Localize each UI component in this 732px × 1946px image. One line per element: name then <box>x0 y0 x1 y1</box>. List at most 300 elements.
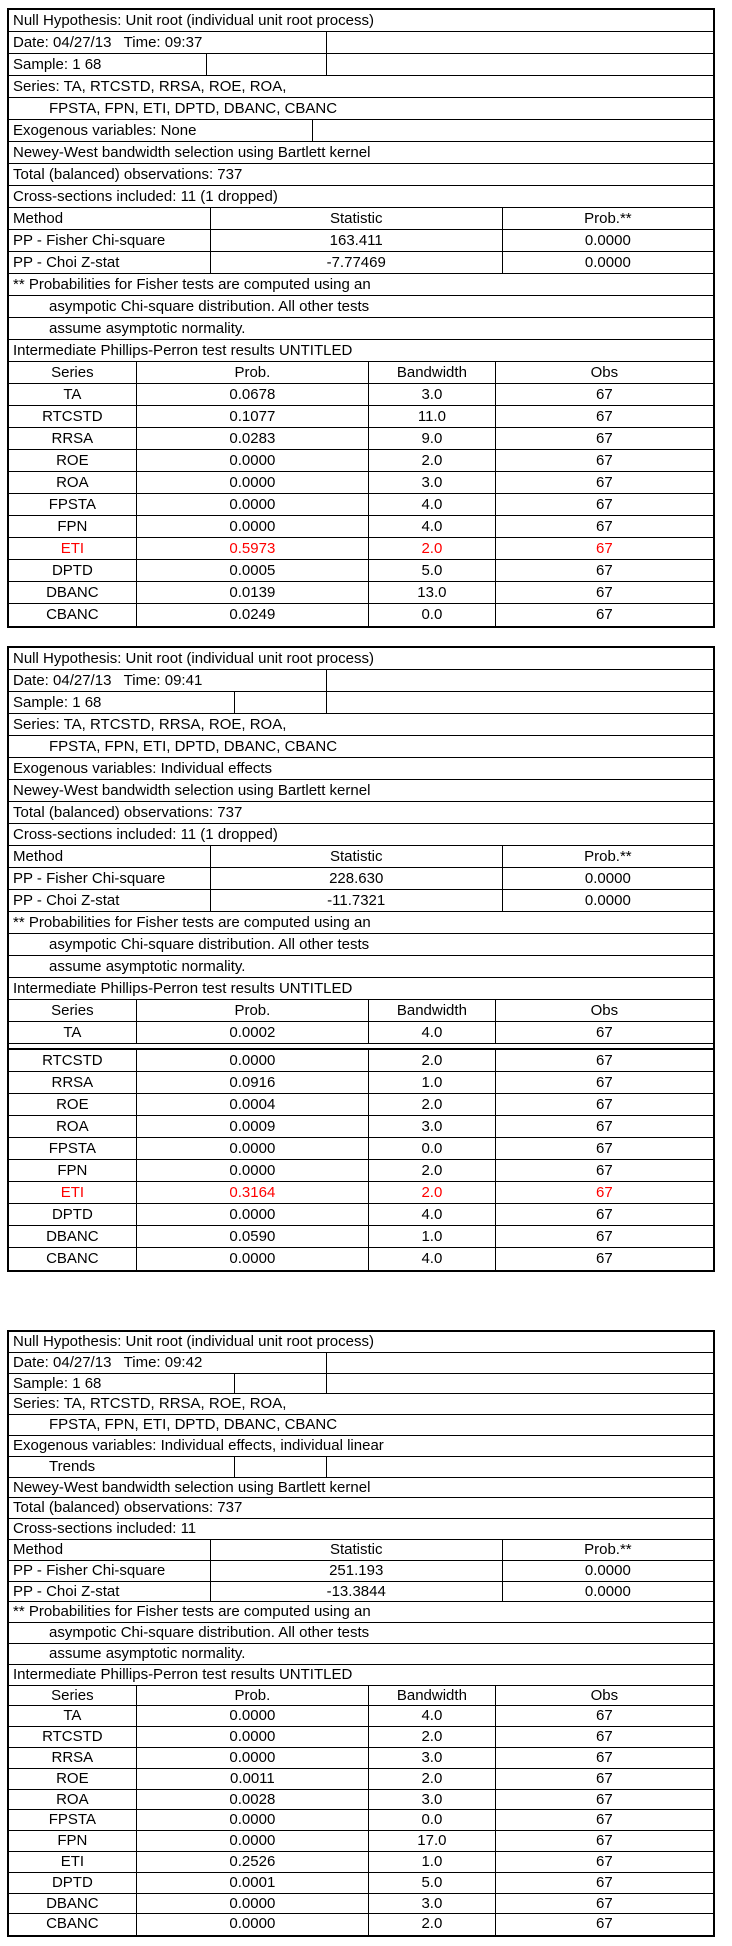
total-observations-text: Total (balanced) observations: 737 <box>13 166 243 183</box>
series-name-cell: RTCSTD <box>42 1052 103 1069</box>
date-time-text: Date: 04/27/13 Time: 09:41 <box>13 672 203 689</box>
method-row <box>9 252 713 274</box>
series-name-cell: ROA <box>56 474 89 491</box>
method-name-cell: PP - Fisher Chi-square <box>13 1561 166 1579</box>
method-header-row <box>9 208 713 230</box>
footnote-text: asympotic Chi-square distribution. All other tests <box>49 936 370 953</box>
sample-row <box>9 54 713 76</box>
footnote-row <box>9 1602 713 1623</box>
series-name-cell: DBANC <box>46 584 99 601</box>
prob-value-cell: 0.1077 <box>136 406 368 427</box>
series-data-row-roa <box>9 1790 713 1811</box>
method-column-header: Method <box>13 210 64 227</box>
series-data-row-roe <box>9 450 713 472</box>
series-name-cell: FPN <box>57 518 88 535</box>
statistic-value-cell: 163.411 <box>210 230 502 251</box>
obs-value-cell: 67 <box>495 1094 713 1115</box>
bandwidth-selection-text: Newey-West bandwidth selection using Bartlett kernel <box>13 782 371 799</box>
obs-value-cell: 67 <box>495 538 713 559</box>
cell-divider <box>312 120 313 141</box>
prob-value-cell: 0.0000 <box>136 1914 368 1935</box>
prob-column-header: Prob. <box>136 1000 368 1021</box>
series-data-row-dbanc <box>9 1894 713 1915</box>
series-data-row-dbanc <box>9 582 713 604</box>
method-column-header: Method <box>13 848 64 865</box>
footnote-text: ** Probabilities for Fisher tests are computed using an <box>13 1603 371 1621</box>
series-table-header-row <box>9 1000 713 1022</box>
statistic-value-cell: -11.7321 <box>210 890 502 911</box>
footnote-text: ** Probabilities for Fisher tests are computed using an <box>13 276 371 293</box>
obs-value-cell: 67 <box>495 1072 713 1093</box>
series-column-header: Series <box>51 1002 94 1019</box>
bandwidth-selection-text: Newey-West bandwidth selection using Bartlett kernel <box>13 144 371 161</box>
cell-divider <box>326 1457 327 1477</box>
series-data-row-dptd <box>9 1873 713 1894</box>
series-data-row-ta <box>9 1706 713 1727</box>
series-data-row-fpn <box>9 516 713 538</box>
bandwidth-value-cell: 4.0 <box>368 516 495 537</box>
series-name-cell: DBANC <box>46 1228 99 1245</box>
obs-value-cell: 67 <box>495 516 713 537</box>
obs-value-cell: 67 <box>495 604 713 626</box>
prob-value-cell: 0.2526 <box>136 1852 368 1872</box>
date-time-row <box>9 670 713 692</box>
exogenous-variables-line2-text: Trends <box>49 1457 96 1475</box>
series-name-cell: DPTD <box>51 562 93 579</box>
series-data-row-eti <box>9 1182 713 1204</box>
series-name-cell: RTCSTD <box>42 1728 103 1746</box>
cross-sections-row <box>9 824 713 846</box>
footnote-text: assume asymptotic normality. <box>49 1644 246 1662</box>
prob-value-cell: 0.0000 <box>136 1248 368 1270</box>
method-row <box>9 868 713 890</box>
bandwidth-column-header: Bandwidth <box>368 1000 495 1021</box>
prob-value-cell: 0.0002 <box>136 1022 368 1043</box>
bandwidth-value-cell: 0.0 <box>368 1810 495 1830</box>
series-name-cell: ETI <box>60 1184 85 1201</box>
prob-value-cell: 0.3164 <box>136 1182 368 1203</box>
bandwidth-selection-row <box>9 142 713 164</box>
null-hypothesis-row <box>9 10 713 32</box>
prob-value-cell: 0.0000 <box>502 1582 713 1602</box>
prob-value-cell: 0.0000 <box>502 230 713 251</box>
series-name-cell: RRSA <box>51 1748 94 1766</box>
intermediate-results-title: Intermediate Phillips-Perron test results UNTITLED <box>13 1665 353 1683</box>
total-observations-row <box>9 1498 713 1519</box>
sample-row <box>9 1374 713 1395</box>
series-list-line1-text: Series: TA, RTCSTD, RRSA, ROE, ROA, <box>13 716 287 733</box>
series-data-row-rtcstd <box>9 406 713 428</box>
obs-value-cell: 67 <box>495 1022 713 1043</box>
prob-value-cell: 0.0249 <box>136 604 368 626</box>
obs-value-cell: 67 <box>495 472 713 493</box>
series-list-line2-row <box>9 98 713 120</box>
series-name-cell: CBANC <box>46 1250 99 1267</box>
series-list-line1-text: Series: TA, RTCSTD, RRSA, ROE, ROA, <box>13 1395 287 1413</box>
series-name-cell: TA <box>63 386 82 403</box>
bandwidth-value-cell: 3.0 <box>368 472 495 493</box>
series-name-cell: RRSA <box>51 430 94 447</box>
prob-column-header: Prob.** <box>502 1540 713 1560</box>
bandwidth-value-cell: 9.0 <box>368 428 495 449</box>
obs-value-cell: 67 <box>495 1226 713 1247</box>
method-name-cell: PP - Choi Z-stat <box>13 892 120 909</box>
sample-text: Sample: 1 68 <box>13 694 102 711</box>
method-name-cell: PP - Choi Z-stat <box>13 1582 120 1600</box>
null-hypothesis-text: Null Hypothesis: Unit root (individual unit root process) <box>13 1333 374 1350</box>
prob-column-header: Prob. <box>136 362 368 383</box>
prob-value-cell: 0.0000 <box>136 1894 368 1914</box>
cell-divider <box>326 1374 327 1394</box>
cell-divider <box>326 1353 327 1373</box>
prob-value-cell: 0.0000 <box>502 1561 713 1581</box>
bandwidth-value-cell: 4.0 <box>368 1248 495 1270</box>
method-header-row <box>9 846 713 868</box>
series-name-cell: RRSA <box>51 1074 94 1091</box>
series-data-row-rrsa <box>9 1072 713 1094</box>
prob-value-cell: 0.5973 <box>136 538 368 559</box>
statistic-column-header: Statistic <box>210 846 502 867</box>
footnote-row <box>9 1623 713 1644</box>
statistic-column-header: Statistic <box>210 208 502 229</box>
prob-value-cell: 0.0000 <box>136 1138 368 1159</box>
exogenous-variables-text: Exogenous variables: None <box>13 122 197 139</box>
series-name-cell: RTCSTD <box>42 408 103 425</box>
prob-value-cell: 0.0000 <box>136 1810 368 1830</box>
prob-column-header: Prob.** <box>502 846 713 867</box>
series-name-cell: FPN <box>57 1162 88 1179</box>
obs-value-cell: 67 <box>495 1727 713 1747</box>
series-name-cell: ROE <box>56 452 89 469</box>
method-row <box>9 890 713 912</box>
footnote-row <box>9 274 713 296</box>
prob-value-cell: 0.0139 <box>136 582 368 603</box>
obs-value-cell: 67 <box>495 1116 713 1137</box>
statistic-value-cell: 228.630 <box>210 868 502 889</box>
obs-value-cell: 67 <box>495 1914 713 1935</box>
obs-value-cell: 67 <box>495 1160 713 1181</box>
series-data-row-fpn <box>9 1160 713 1182</box>
bandwidth-value-cell: 3.0 <box>368 1116 495 1137</box>
bandwidth-value-cell: 2.0 <box>368 1050 495 1071</box>
series-list-line1-row <box>9 714 713 736</box>
prob-value-cell: 0.0000 <box>502 868 713 889</box>
bandwidth-value-cell: 3.0 <box>368 1790 495 1810</box>
prob-value-cell: 0.0000 <box>136 494 368 515</box>
cell-divider <box>326 54 327 75</box>
prob-value-cell: 0.0004 <box>136 1094 368 1115</box>
bandwidth-value-cell: 2.0 <box>368 1182 495 1203</box>
cell-divider <box>326 692 327 713</box>
prob-column-header: Prob. <box>136 1686 368 1706</box>
obs-value-cell: 67 <box>495 560 713 581</box>
series-data-row-roe <box>9 1769 713 1790</box>
obs-value-cell: 67 <box>495 1050 713 1071</box>
series-data-row-eti <box>9 1852 713 1873</box>
obs-value-cell: 67 <box>495 384 713 405</box>
method-name-cell: PP - Choi Z-stat <box>13 254 120 271</box>
footnote-row <box>9 318 713 340</box>
prob-value-cell: 0.0000 <box>136 1748 368 1768</box>
series-name-cell: ROE <box>56 1769 89 1787</box>
obs-column-header: Obs <box>495 1000 713 1021</box>
bandwidth-value-cell: 1.0 <box>368 1072 495 1093</box>
obs-value-cell: 67 <box>495 1873 713 1893</box>
series-list-line2-text: FPSTA, FPN, ETI, DPTD, DBANC, CBANC <box>49 738 338 755</box>
prob-value-cell: 0.0916 <box>136 1072 368 1093</box>
footnote-text: ** Probabilities for Fisher tests are computed using an <box>13 914 371 931</box>
prob-value-cell: 0.0028 <box>136 1790 368 1810</box>
eviews-unit-root-output-page <box>0 8 732 1937</box>
exogenous-variables-text: Exogenous variables: Individual effects <box>13 760 273 777</box>
footnote-row <box>9 934 713 956</box>
footnote-text: asympotic Chi-square distribution. All other tests <box>49 298 370 315</box>
series-data-row-rtcstd <box>9 1050 713 1072</box>
sample-text: Sample: 1 68 <box>13 1374 102 1392</box>
prob-value-cell: 0.0000 <box>136 472 368 493</box>
cell-divider <box>326 32 327 53</box>
series-data-row-rrsa <box>9 428 713 450</box>
obs-value-cell: 67 <box>495 1790 713 1810</box>
footnote-text: assume asymptotic normality. <box>49 958 246 975</box>
intermediate-results-title-row <box>9 1665 713 1686</box>
obs-value-cell: 67 <box>495 450 713 471</box>
intermediate-results-title: Intermediate Phillips-Perron test results UNTITLED <box>13 980 353 997</box>
exogenous-variables-text: Exogenous variables: Individual effects, individual linear <box>13 1436 384 1454</box>
series-name-cell: FPSTA <box>48 1140 96 1157</box>
bandwidth-value-cell: 4.0 <box>368 1022 495 1043</box>
unit-root-test-table-3 <box>7 1330 715 1937</box>
series-data-row-fpsta <box>9 1138 713 1160</box>
footnote-row <box>9 912 713 934</box>
obs-value-cell: 67 <box>495 1748 713 1768</box>
cross-sections-row <box>9 186 713 208</box>
series-column-header: Series <box>51 364 94 381</box>
prob-value-cell: 0.0000 <box>502 890 713 911</box>
series-name-cell: TA <box>63 1024 82 1041</box>
series-list-line2-row <box>9 736 713 758</box>
bandwidth-value-cell: 1.0 <box>368 1226 495 1247</box>
bandwidth-value-cell: 11.0 <box>368 406 495 427</box>
prob-value-cell: 0.0000 <box>136 1706 368 1726</box>
date-time-text: Date: 04/27/13 Time: 09:37 <box>13 34 203 51</box>
obs-column-header: Obs <box>495 362 713 383</box>
prob-value-cell: 0.0000 <box>136 1160 368 1181</box>
sample-text: Sample: 1 68 <box>13 56 102 73</box>
method-name-cell: PP - Fisher Chi-square <box>13 232 166 249</box>
total-observations-text: Total (balanced) observations: 737 <box>13 804 243 821</box>
series-data-row-ta <box>9 384 713 406</box>
unit-root-test-table-2 <box>7 646 715 1272</box>
series-name-cell: FPN <box>57 1832 88 1850</box>
series-name-cell: CBANC <box>46 606 99 623</box>
series-list-line1-row <box>9 1394 713 1415</box>
series-data-row-dptd <box>9 1204 713 1226</box>
series-name-cell: DPTD <box>51 1873 93 1891</box>
bandwidth-value-cell: 2.0 <box>368 1160 495 1181</box>
bandwidth-column-header: Bandwidth <box>368 1686 495 1706</box>
method-row <box>9 230 713 252</box>
prob-value-cell: 0.0000 <box>502 252 713 273</box>
obs-value-cell: 67 <box>495 1182 713 1203</box>
obs-value-cell: 67 <box>495 1138 713 1159</box>
obs-column-header: Obs <box>495 1686 713 1706</box>
obs-value-cell: 67 <box>495 406 713 427</box>
bandwidth-value-cell: 13.0 <box>368 582 495 603</box>
prob-value-cell: 0.0000 <box>136 516 368 537</box>
footnote-text: assume asymptotic normality. <box>49 320 246 337</box>
prob-value-cell: 0.0678 <box>136 384 368 405</box>
prob-value-cell: 0.0000 <box>136 450 368 471</box>
bandwidth-value-cell: 2.0 <box>368 450 495 471</box>
bandwidth-selection-text: Newey-West bandwidth selection using Bartlett kernel <box>13 1478 371 1496</box>
bandwidth-value-cell: 2.0 <box>368 538 495 559</box>
bandwidth-value-cell: 3.0 <box>368 1748 495 1768</box>
prob-column-header: Prob.** <box>502 208 713 229</box>
series-table-header-row <box>9 362 713 384</box>
null-hypothesis-row <box>9 648 713 670</box>
exogenous-variables-row <box>9 1436 713 1457</box>
series-name-cell: TA <box>63 1707 82 1725</box>
exogenous-variables-row <box>9 758 713 780</box>
cell-divider <box>206 54 207 75</box>
bandwidth-value-cell: 2.0 <box>368 1769 495 1789</box>
series-list-line2-row <box>9 1415 713 1436</box>
exogenous-variables-row <box>9 120 713 142</box>
obs-value-cell: 67 <box>495 1894 713 1914</box>
series-name-cell: ETI <box>60 1852 85 1870</box>
series-data-row-fpsta <box>9 494 713 516</box>
prob-value-cell: 0.0009 <box>136 1116 368 1137</box>
series-data-row-eti <box>9 538 713 560</box>
method-column-header: Method <box>13 1540 64 1558</box>
prob-value-cell: 0.0000 <box>136 1727 368 1747</box>
cell-divider <box>326 670 327 691</box>
series-column-header: Series <box>51 1686 94 1704</box>
bandwidth-selection-row <box>9 1478 713 1499</box>
series-list-line2-text: FPSTA, FPN, ETI, DPTD, DBANC, CBANC <box>49 1416 338 1434</box>
series-data-row-roa <box>9 1116 713 1138</box>
series-data-row-rtcstd <box>9 1727 713 1748</box>
date-time-row <box>9 1353 713 1374</box>
total-observations-row <box>9 802 713 824</box>
obs-value-cell: 67 <box>495 428 713 449</box>
prob-value-cell: 0.0590 <box>136 1226 368 1247</box>
exogenous-variables-line2-row <box>9 1457 713 1478</box>
bandwidth-value-cell: 2.0 <box>368 1727 495 1747</box>
bandwidth-value-cell: 4.0 <box>368 1204 495 1225</box>
intermediate-results-title-row <box>9 978 713 1000</box>
sample-row <box>9 692 713 714</box>
series-data-row-roa <box>9 472 713 494</box>
null-hypothesis-row <box>9 1332 713 1353</box>
series-data-row-ta <box>9 1022 713 1044</box>
bandwidth-value-cell: 3.0 <box>368 1894 495 1914</box>
bandwidth-value-cell: 5.0 <box>368 1873 495 1893</box>
prob-value-cell: 0.0283 <box>136 428 368 449</box>
series-table-header-row <box>9 1686 713 1707</box>
series-data-row-cbanc <box>9 1248 713 1270</box>
cross-sections-text: Cross-sections included: 11 (1 dropped) <box>13 826 278 843</box>
series-list-line2-text: FPSTA, FPN, ETI, DPTD, DBANC, CBANC <box>49 100 338 117</box>
obs-value-cell: 67 <box>495 1831 713 1851</box>
series-data-row-dptd <box>9 560 713 582</box>
bandwidth-value-cell: 5.0 <box>368 560 495 581</box>
series-data-row-dbanc <box>9 1226 713 1248</box>
series-data-row-rrsa <box>9 1748 713 1769</box>
footnote-row <box>9 956 713 978</box>
bandwidth-value-cell: 0.0 <box>368 604 495 626</box>
bandwidth-value-cell: 2.0 <box>368 1094 495 1115</box>
bandwidth-value-cell: 4.0 <box>368 494 495 515</box>
obs-value-cell: 67 <box>495 1810 713 1830</box>
series-data-row-fpsta <box>9 1810 713 1831</box>
statistic-value-cell: -13.3844 <box>210 1582 502 1602</box>
obs-value-cell: 67 <box>495 1248 713 1270</box>
obs-value-cell: 67 <box>495 1769 713 1789</box>
intermediate-results-title: Intermediate Phillips-Perron test results UNTITLED <box>13 342 353 359</box>
bandwidth-value-cell: 3.0 <box>368 384 495 405</box>
series-name-cell: FPSTA <box>48 1811 96 1829</box>
cell-divider <box>234 1457 235 1477</box>
total-observations-text: Total (balanced) observations: 737 <box>13 1499 243 1517</box>
series-data-row-roe <box>9 1094 713 1116</box>
obs-value-cell: 67 <box>495 494 713 515</box>
statistic-value-cell: 251.193 <box>210 1561 502 1581</box>
statistic-value-cell: -7.77469 <box>210 252 502 273</box>
date-time-row <box>9 32 713 54</box>
prob-value-cell: 0.0001 <box>136 1873 368 1893</box>
bandwidth-value-cell: 17.0 <box>368 1831 495 1851</box>
series-data-row-cbanc <box>9 604 713 626</box>
bandwidth-selection-row <box>9 780 713 802</box>
prob-value-cell: 0.0005 <box>136 560 368 581</box>
series-name-cell: DBANC <box>46 1894 99 1912</box>
series-name-cell: ROA <box>56 1118 89 1135</box>
prob-value-cell: 0.0000 <box>136 1204 368 1225</box>
series-list-line1-text: Series: TA, RTCSTD, RRSA, ROE, ROA, <box>13 78 287 95</box>
method-header-row <box>9 1540 713 1561</box>
obs-value-cell: 67 <box>495 1706 713 1726</box>
prob-value-cell: 0.0011 <box>136 1769 368 1789</box>
prob-value-cell: 0.0000 <box>136 1831 368 1851</box>
cross-sections-text: Cross-sections included: 11 (1 dropped) <box>13 188 278 205</box>
series-list-line1-row <box>9 76 713 98</box>
series-name-cell: ROA <box>56 1790 89 1808</box>
obs-value-cell: 67 <box>495 1852 713 1872</box>
bandwidth-column-header: Bandwidth <box>368 362 495 383</box>
bandwidth-value-cell: 1.0 <box>368 1852 495 1872</box>
footnote-text: asympotic Chi-square distribution. All other tests <box>49 1624 370 1642</box>
method-name-cell: PP - Fisher Chi-square <box>13 870 166 887</box>
series-name-cell: ETI <box>60 540 85 557</box>
series-name-cell: CBANC <box>46 1915 99 1933</box>
series-data-row-cbanc <box>9 1914 713 1935</box>
statistic-column-header: Statistic <box>210 1540 502 1560</box>
date-time-text: Date: 04/27/13 Time: 09:42 <box>13 1353 203 1371</box>
footnote-row <box>9 296 713 318</box>
cross-sections-row <box>9 1519 713 1540</box>
obs-value-cell: 67 <box>495 582 713 603</box>
cross-sections-text: Cross-sections included: 11 <box>13 1520 197 1538</box>
bandwidth-value-cell: 0.0 <box>368 1138 495 1159</box>
series-name-cell: ROE <box>56 1096 89 1113</box>
null-hypothesis-text: Null Hypothesis: Unit root (individual unit root process) <box>13 12 374 29</box>
intermediate-results-title-row <box>9 340 713 362</box>
cell-divider <box>234 1374 235 1394</box>
bandwidth-value-cell: 2.0 <box>368 1914 495 1935</box>
total-observations-row <box>9 164 713 186</box>
